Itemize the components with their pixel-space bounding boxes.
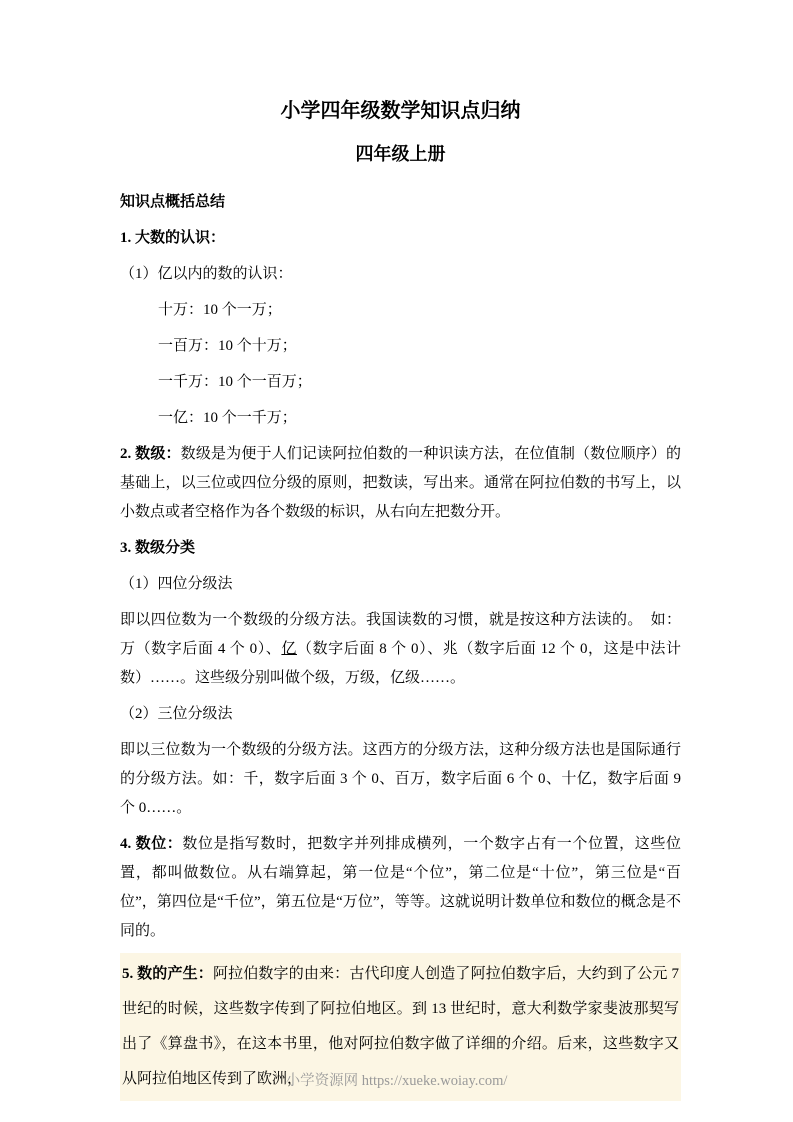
list-item: 十万：10 个一万； bbox=[158, 302, 282, 318]
section-5-text: 阿拉伯数字的由来：古代印度人创造了阿拉伯数字后，大约到了公元 7 世纪的时候，这些数字传到了阿拉伯地区。到 13 世纪时，意大利数学家斐波那契写出了《算盘书》，在这本书里，他对阿拉伯数字做了详细的介绍。后来，这些数字又从阿拉伯地区传到了欧洲， bbox=[122, 966, 679, 1087]
page-subtitle: 四年级上册 bbox=[355, 144, 446, 164]
page-title: 小学四年级数学知识点归纳 bbox=[280, 100, 521, 122]
section-3-sub1-underlined-term: 亿 bbox=[281, 641, 297, 657]
section-3-sub1-part2: （数字后面 8 个 0）、兆（数字后面 12 个 0，这是中法计数）……。这些级分别叫做个级，万级，亿级……。 bbox=[120, 641, 681, 686]
list-item: 一百万：10 个十万； bbox=[158, 338, 297, 354]
section-3-heading: 3. 数级分类 bbox=[120, 540, 196, 556]
section-2-text: 数级是为便于人们记读阿拉伯数的一种识读方法，在位值制（数位顺序）的基础上，以三位或四位分级的原则，把数读，写出来。通常在阿拉伯数的书写上，以小数点或者空格作为各个数级的标识，从右向左把数分开。 bbox=[120, 446, 681, 520]
section-3-sub2-title: （2）三位分级法 bbox=[120, 706, 233, 722]
section-3-sub1-title: （1）四位分级法 bbox=[120, 576, 233, 592]
section-3-sub1-text bbox=[120, 606, 681, 693]
summary-heading: 知识点概括总结 bbox=[120, 194, 226, 210]
section-3-sub2-text: 即以三位数为一个数级的分级方法。这西方的分级方法，这种分级方法也是国际通行的分级方法。如：千，数字后面 3 个 0、百万，数字后面 6 个 0、十亿，数字后面 9 个 0……。 bbox=[120, 742, 681, 816]
section-2-label: 2. 数级： bbox=[120, 446, 181, 462]
section-5-label: 5. 数的产生： bbox=[122, 966, 213, 982]
section-3-sub1-part1: 即以四位数为一个数级的分级方法。我国读数的习惯，就是按这种方法读的。 如：万（数字后面 4 个 0）、 bbox=[120, 612, 681, 657]
list-item: 一千万：10 个一百万； bbox=[158, 374, 312, 390]
section-2 bbox=[120, 440, 681, 527]
document-content bbox=[120, 98, 681, 1101]
section-1-intro: （1）亿以内的数的认识： bbox=[120, 266, 293, 282]
footer-link[interactable]: 小学资源网 https://xueke.woiay.com/ bbox=[285, 1073, 508, 1089]
list-item: 一亿：10 个一千万； bbox=[158, 410, 297, 426]
section-4-label: 4. 数位： bbox=[120, 836, 183, 852]
section-1-heading: 1. 大数的认识： bbox=[120, 230, 226, 246]
section-4-text: 数位是指写数时，把数字并列排成横列，一个数字占有一个位置，这些位置，都叫做数位。从右端算起，第一位是“个位”，第二位是“十位”，第三位是“百位”，第四位是“千位”，第五位是“万位”，等等。这就说明计数单位和数位的概念是不同的。 bbox=[120, 836, 681, 939]
section-4 bbox=[120, 830, 681, 946]
